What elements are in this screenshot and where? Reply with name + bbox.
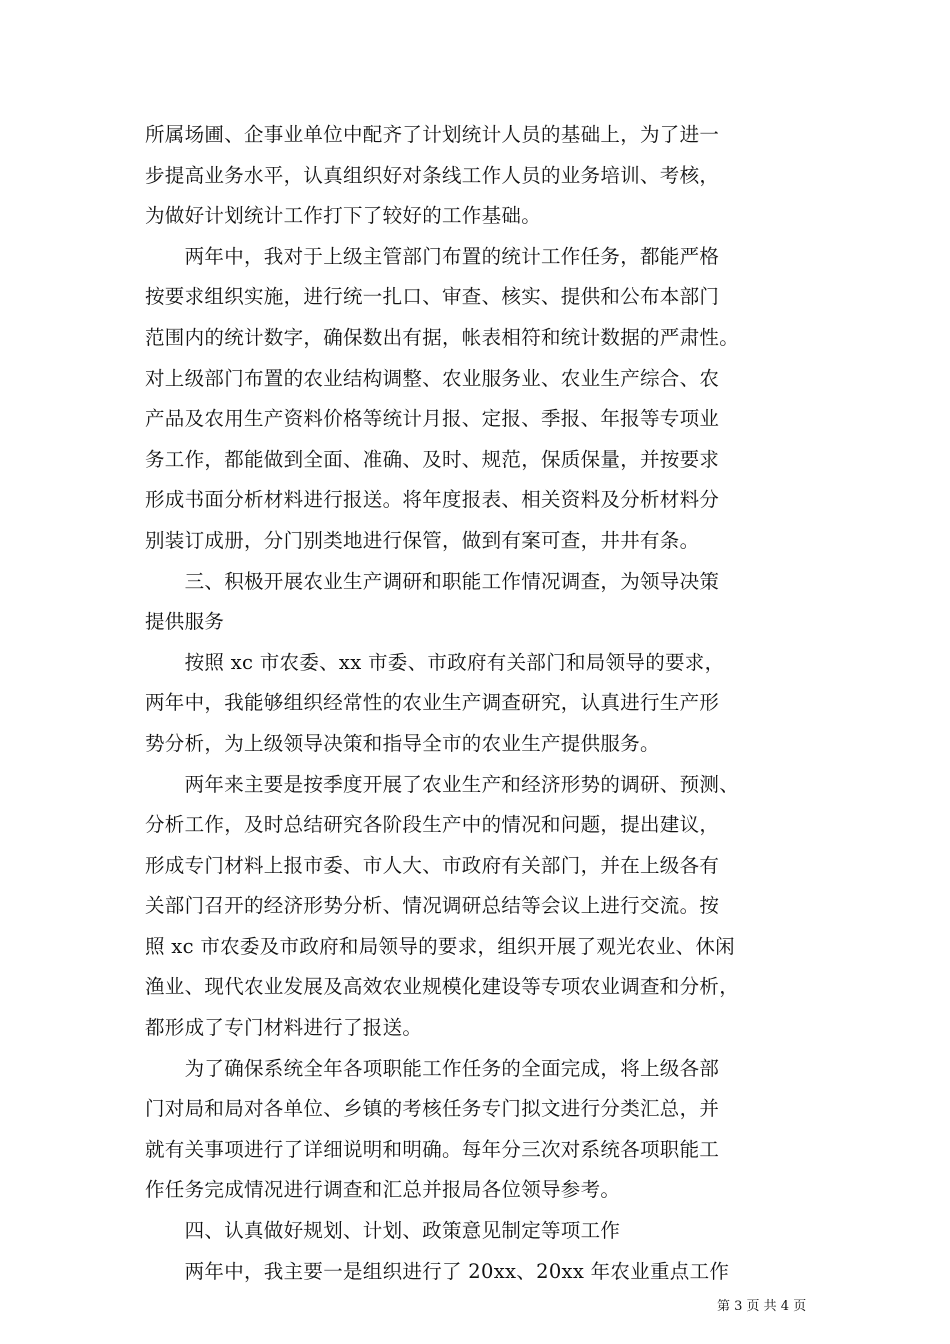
text-line: 步提高业务水平，认真组织好对条线工作人员的业务培训、考核，: [145, 163, 720, 187]
text-line: 就有关事项进行了详细说明和明确。每年分三次对系统各项职能工: [145, 1137, 720, 1161]
text-line: 所属场圃、企事业单位中配齐了计划统计人员的基础上，为了进一: [145, 123, 720, 146]
text-line: 形成专门材料上报市委、市人大、市政府有关部门，并在上级各有: [145, 853, 720, 877]
text-line: 形成书面分析材料进行报送。将年度报表、相关资料及分析材料分: [145, 488, 720, 512]
text-line: 产品及农用生产资料价格等统计月报、定报、季报、年报等专项业: [145, 407, 720, 431]
text-line: 两年中，我主要一是组织进行了 20xx、20xx 年农业重点工作: [145, 1259, 730, 1283]
text-line: 作任务完成情况进行调查和汇总并报局各位领导参考。: [145, 1178, 621, 1202]
text-line: 按照 xc 市农委、xx 市委、市政府有关部门和局领导的要求，: [145, 650, 725, 674]
text-line: 照 xc 市农委及市政府和局领导的要求，组织开展了观光农业、休闲: [145, 934, 735, 958]
text-line: 别装订成册，分门别类地进行保管，做到有案可查，井井有条。: [145, 528, 700, 552]
text-line: 都形成了专门材料进行了报送。: [145, 1016, 423, 1040]
text-line: 两年来主要是按季度开展了农业生产和经济形势的调研、预测、: [145, 772, 740, 796]
body-text: [145, 115, 825, 1292]
text-line: 范围内的统计数字，确保数出有据，帐表相符和统计数据的严肃性。: [145, 325, 740, 349]
text-line: 两年中，我能够组织经常性的农业生产调查研究，认真进行生产形: [145, 691, 720, 715]
text-line: 按要求组织实施，进行统一扎口、审查、核实、提供和公布本部门: [145, 285, 720, 309]
text-line: 势分析，为上级领导决策和指导全市的农业生产提供服务。: [145, 731, 660, 755]
section-heading: 提供服务: [145, 610, 225, 634]
text-line: 务工作，都能做到全面、准确、及时、规范，保质保量，并按要求: [145, 447, 720, 471]
text-line: 渔业、现代农业发展及高效农业规模化建设等专项农业调查和分析，: [145, 975, 740, 999]
text-line: 为了确保系统全年各项职能工作任务的全面完成，将上级各部: [145, 1056, 720, 1080]
text-line: 分析工作，及时总结研究各阶段生产中的情况和问题，提出建议，: [145, 813, 720, 837]
text-line: 两年中，我对于上级主管部门布置的统计工作任务，都能严格: [145, 244, 720, 268]
text-line: 关部门召开的经济形势分析、情况调研总结等会议上进行交流。按: [145, 894, 720, 918]
section-heading: 四、认真做好规划、计划、政策意见制定等项工作: [145, 1219, 621, 1243]
text-line: 为做好计划统计工作打下了较好的工作基础。: [145, 204, 542, 228]
text-line: 门对局和局对各单位、乡镇的考核任务专门拟文进行分类汇总，并: [145, 1097, 720, 1121]
page-number: 第 3 页 共 4 页: [717, 1299, 807, 1314]
text-line: 对上级部门布置的农业结构调整、农业服务业、农业生产综合、农: [145, 366, 720, 390]
section-heading: 三、积极开展农业生产调研和职能工作情况调查，为领导决策: [145, 569, 720, 593]
